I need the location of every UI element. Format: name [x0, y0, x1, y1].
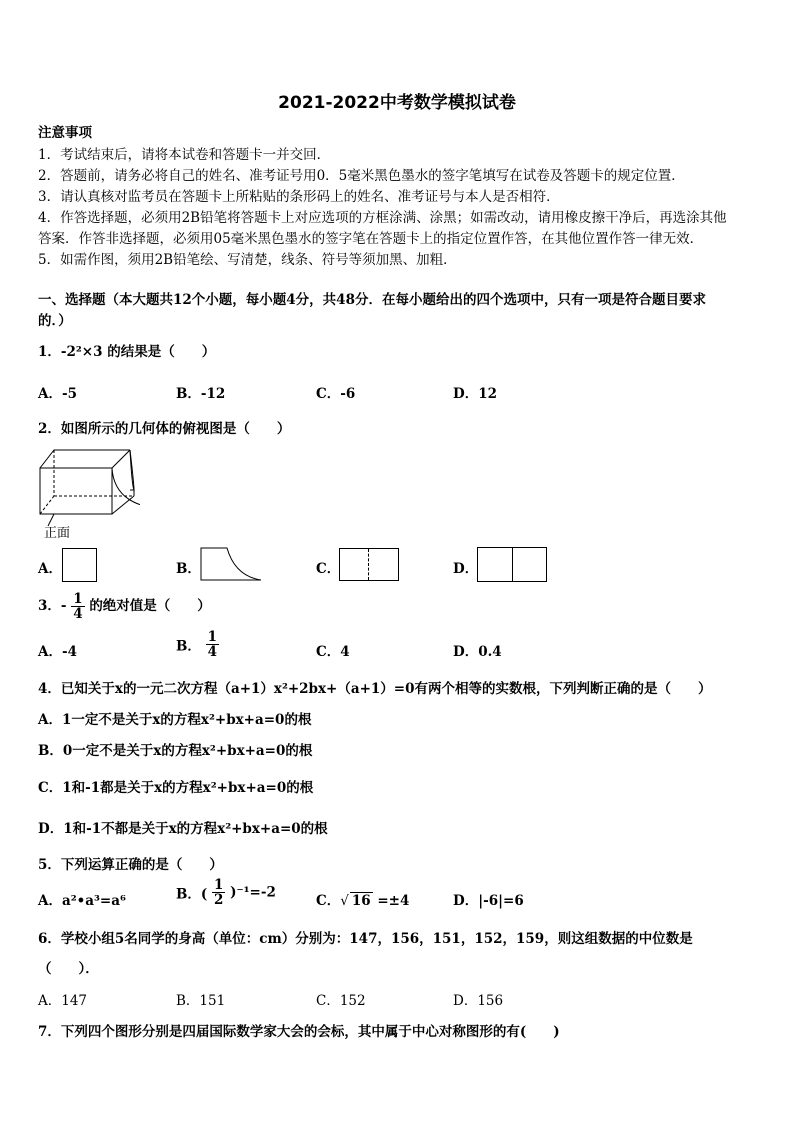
q6-option-a[interactable]: A．147: [38, 993, 88, 1009]
q1-option-d[interactable]: D．12: [453, 386, 497, 402]
q1-option-a[interactable]: A．-5: [38, 386, 77, 402]
q3-option-d[interactable]: D．0.4: [453, 644, 502, 660]
question-4-stem: 4．已知关于x的一元二次方程（a+1）x²+2bx+（a+1）=0有两个相等的实数根，下列判断正确的是（ ）: [38, 681, 712, 697]
q2-option-a-figure: [62, 548, 97, 582]
fraction: $\frac{1}{4}$: [73, 591, 83, 623]
q2-option-b-figure: [199, 546, 263, 582]
q2-option-b[interactable]: B．: [176, 561, 201, 577]
q2-option-d-figure: [477, 547, 547, 582]
notice-item: 1．考试结束后，请将本试卷和答题卡一并交回．: [38, 147, 331, 163]
question-1-stem: 1．-2²×3 的结果是（ ）: [38, 344, 216, 360]
notice-item: 5．如需作图，须用2B铅笔绘、写清楚，线条、符号等须加黑、加粗．: [38, 252, 457, 268]
q4-option-a[interactable]: A．1一定不是关于x的方程x²+bx+a=0的根: [38, 712, 312, 728]
fraction: $\frac{1}{4}$: [207, 629, 218, 661]
notice-item: 答案．作答非选择题，必须用05毫米黑色墨水的签字笔在答题卡上的指定位置作答，在其他位置作答一律无效．: [38, 231, 704, 247]
q6-option-c[interactable]: C．152: [316, 993, 366, 1009]
q4-option-d[interactable]: D．1和-1不都是关于x的方程x²+bx+a=0的根: [38, 821, 328, 837]
notice-item: 2．答题前，请务必将自己的姓名、准考证号用0．5毫米黑色墨水的签字笔填写在试卷及答题卡的规定位置．: [38, 168, 685, 184]
q4-option-c[interactable]: C．1和-1都是关于x的方程x²+bx+a=0的根: [38, 780, 314, 796]
question-7-stem: 7．下列四个图形分别是四届国际数学家大会的会标，其中属于中心对称图形的有( ): [38, 1024, 560, 1040]
notice-item: 4．作答选择题，必须用2B铅笔将答题卡上对应选项的方框涂满、涂黑；如需改动，请用橡皮擦干净后，再选涂其他: [38, 210, 727, 226]
q2-option-c-figure: [339, 548, 399, 581]
q3-option-a[interactable]: A．-4: [38, 644, 77, 660]
front-view-label: 正面: [44, 526, 71, 541]
q3-option-b[interactable]: B． $\frac{1}{4}$: [176, 629, 218, 661]
question-2-stem: 2．如图所示的几何体的俯视图是（ ）: [38, 421, 291, 437]
q3-option-c[interactable]: C．4: [316, 644, 350, 660]
q2-option-d[interactable]: D．: [453, 561, 479, 577]
notice-item: 3．请认真核对监考员在答题卡上所粘贴的条形码上的姓名、准考证号与本人是否相符．: [38, 189, 560, 205]
question-6-stem: 6．学校小组5名同学的身高（单位：cm）分别为：147，156，151，152，159，则这组数据的中位数是: [38, 931, 693, 947]
q2-option-a[interactable]: A．: [38, 561, 62, 577]
q6-option-b[interactable]: B．151: [176, 993, 226, 1009]
q1-option-c[interactable]: C．-6: [316, 386, 356, 402]
q5-option-b[interactable]: B．( $\frac{1}{2}$ )⁻¹=-2: [176, 877, 276, 909]
notice-heading: 注意事项: [38, 125, 92, 141]
question-3-stem: 3．- $\frac{1}{4}$ 的绝对值是（ ）: [38, 591, 211, 623]
question-5-stem: 5．下列运算正确的是（ ）: [38, 857, 223, 873]
q4-option-b[interactable]: B．0一定不是关于x的方程x²+bx+a=0的根: [38, 743, 313, 759]
question-6-stem-cont: （ ）．: [38, 961, 99, 977]
q2-option-c[interactable]: C．: [316, 561, 341, 577]
q5-option-c[interactable]: C．√ 16 =±4: [316, 893, 410, 909]
q5-option-a[interactable]: A．a²•a³=a⁶: [38, 893, 126, 909]
fraction: $\frac{1}{2}$: [214, 877, 224, 909]
q1-option-b[interactable]: B．-12: [176, 386, 226, 402]
q5-option-d[interactable]: D．|-6|=6: [453, 893, 524, 909]
section-heading: 一、选择题（本大题共12个小题，每小题4分，共48分．在每小题给出的四个选项中，只有一项是符合题目要求: [38, 292, 706, 308]
section-heading-cont: 的．）: [38, 313, 72, 329]
q6-option-d[interactable]: D．156: [453, 993, 504, 1009]
page-title: 2021-2022中考数学模拟试卷: [278, 93, 516, 113]
